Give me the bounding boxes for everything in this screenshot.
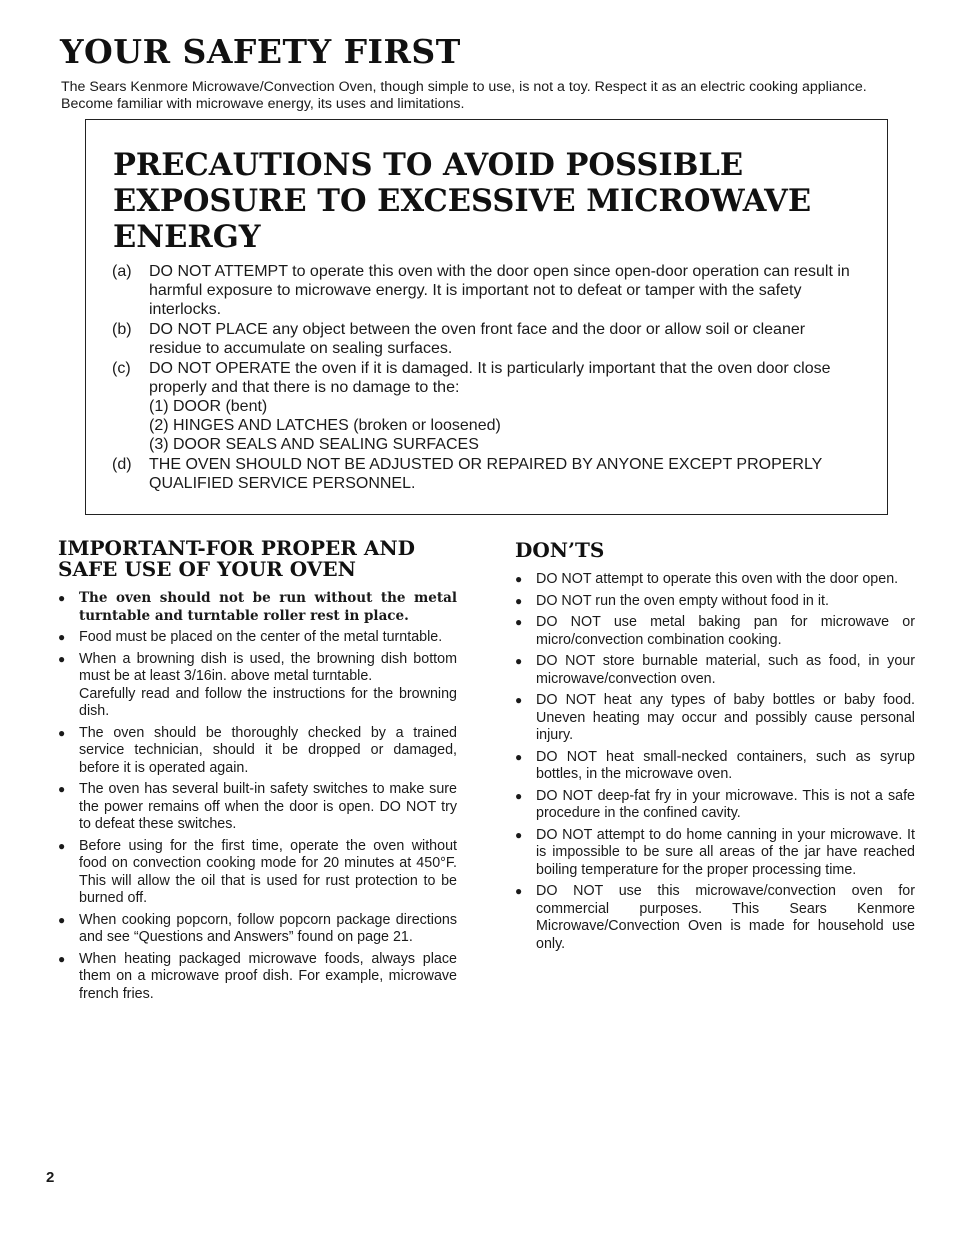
dont-item: ● DO NOT use metal baking pan for microwave or micro/convection combination cooking. (515, 614, 915, 648)
dont-item: ● DO NOT heat small-necked containers, such as syrup bottles, in the microwave oven. (515, 748, 915, 782)
important-item: ● When heating packaged microwave foods, always place them on a microwave proof dish. For example, microwave french fries. (58, 950, 457, 1002)
precautions-box (85, 119, 888, 515)
precaution-text: THE OVEN SHOULD NOT BE ADJUSTED OR REPAIRED BY ANYONE EXCEPT PROPERLY QUALIFIED SERVICE PERSONNEL. (149, 456, 823, 492)
bullet-icon: ● (515, 827, 523, 842)
damage-sub-item: (3) DOOR SEALS AND SEALING SURFACES (149, 436, 479, 453)
dont-item: ● DO NOT attempt to do home canning in your microwave. It is impossible to be sure all areas of the jar have reached boiling temperature for the proper processing time. (515, 826, 915, 878)
precautions-list (112, 262, 852, 494)
precaution-text: DO NOT PLACE any object between the oven front face and the door or allow soil or cleaner residue to accumulate on sealing surfaces. (149, 321, 806, 357)
donts-heading: DON’TS (515, 538, 605, 562)
damage-sub-item: (2) HINGES AND LATCHES (broken or loosened) (149, 417, 501, 434)
damage-sub-item: (1) DOOR (bent) (149, 398, 268, 415)
bullet-icon: ● (58, 838, 66, 853)
precaution-marker: (c) (112, 360, 131, 377)
bullet-icon: ● (515, 749, 523, 764)
dont-item: ● DO NOT deep-fat fry in your microwave. This is not a safe procedure in the confined cavity. (515, 787, 915, 821)
important-heading: IMPORTANT-FOR PROPER AND SAFE USE OF YOUR OVEN (58, 536, 415, 581)
important-item: ● When cooking popcorn, follow popcorn package directions and see “Questions and Answers” found on page 21. (58, 911, 457, 945)
bullet-icon: ● (515, 884, 523, 898)
dont-item: ● DO NOT heat any types of baby bottles or baby food. Uneven heating may occur and possibly cause personal injury. (515, 692, 915, 743)
bullet-icon: ● (515, 615, 523, 629)
precaution-text: DO NOT ATTEMPT to operate this oven with the door open since open-door operation can result in harmful exposure to microwave energy. It is important not to defeat or tamper with the safety interlocks. (149, 263, 850, 318)
important-item: ● The oven has several built-in safety switches to make sure the power remains off when the door is open. DO NOT try to defeat these switches. (58, 781, 457, 832)
page-title: YOUR SAFETY FIRST (60, 32, 461, 71)
important-item: ● Food must be placed on the center of the metal turntable. (58, 629, 443, 645)
precautions-title: PRECAUTIONS TO AVOID POSSIBLE EXPOSURE TO EXCESSIVE MICROWAVE ENERGY (113, 147, 812, 255)
dont-item: ● DO NOT use this microwave/convection oven for commercial purposes. This Sears Kenmore Microwave/Convection Oven is made for household use only. (515, 883, 915, 952)
precaution-item (112, 320, 852, 358)
bullet-icon: ● (58, 951, 66, 966)
important-item: ● The oven should not be run without the metal turntable and turntable roller rest in place. (58, 590, 457, 624)
bullet-icon: ● (58, 630, 66, 644)
bullet-icon: ● (515, 654, 523, 668)
bullet-icon: ● (515, 593, 523, 608)
page-number: 2 (46, 1169, 55, 1186)
precaution-marker: (d) (112, 456, 132, 473)
precaution-marker: (b) (112, 321, 132, 338)
important-item: ● When a browning dish is used, the browning dish bottom must be at least 3/16in. above metal turntable. Carefully read and follow the instructions for the browning dish. (58, 650, 457, 719)
precaution-item (112, 262, 852, 319)
bullet-icon: ● (58, 651, 66, 666)
bullet-icon: ● (58, 912, 66, 927)
important-item: ● Before using for the first time, operate the oven without food on convection cooking mode for 20 minutes at 450°F. This will allow the oil that is used for rust protection to be burned off. (58, 837, 457, 906)
bullet-icon: ● (58, 591, 66, 605)
damage-sub-list (149, 397, 852, 454)
precaution-item (112, 359, 852, 454)
bullet-icon: ● (515, 788, 523, 803)
precaution-text: DO NOT OPERATE the oven if it is damaged. It is particularly important that the oven door close properly and that there is no damage to the: (149, 360, 831, 396)
dont-item: ● DO NOT run the oven empty without food in it. (515, 592, 829, 609)
bullet-icon: ● (515, 572, 523, 586)
bullet-icon: ● (58, 725, 66, 740)
important-list (58, 590, 457, 1007)
bullet-icon: ● (515, 693, 523, 707)
bullet-icon: ● (58, 782, 66, 796)
dont-item: ● DO NOT attempt to operate this oven with the door open. (515, 571, 899, 587)
dont-item: ● DO NOT store burnable material, such as food, in your microwave/convection oven. (515, 653, 915, 687)
precaution-item (112, 455, 852, 493)
important-item: ● The oven should be thoroughly checked by a trained service technician, should it be dropped or damaged, before it is operated again. (58, 724, 457, 776)
donts-list (515, 571, 915, 957)
precaution-marker: (a) (112, 263, 132, 280)
intro-paragraph: The Sears Kenmore Microwave/Convection Oven, though simple to use, is not a toy. Respect it as an electric cooking appliance. Become familiar with microwave energy, its uses and limitations. (61, 79, 867, 112)
